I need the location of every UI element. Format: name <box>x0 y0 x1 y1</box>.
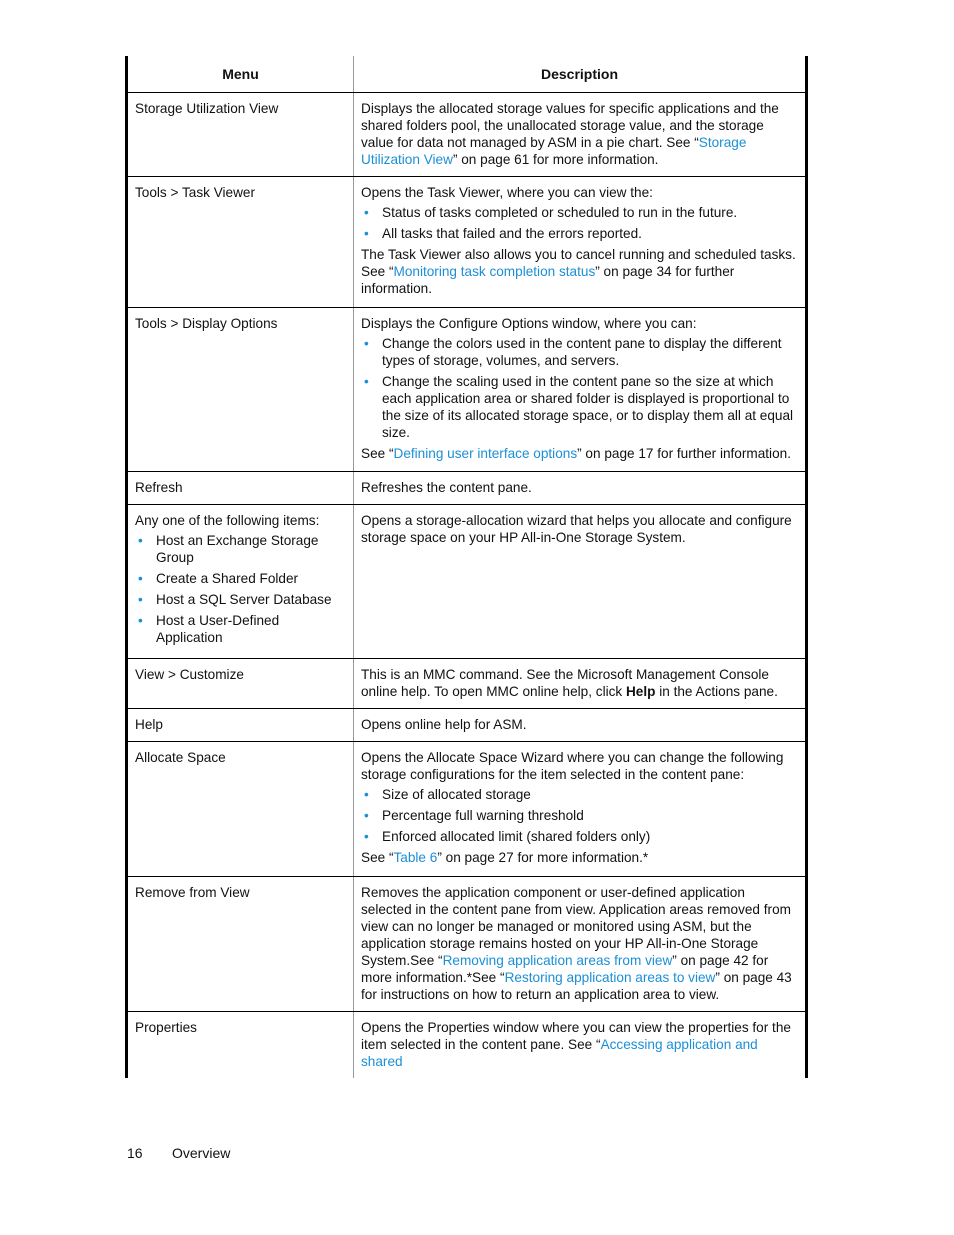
list-item: • Status of tasks completed or scheduled to run in the future. <box>361 204 798 221</box>
menu-cell: Tools > Display Options <box>128 308 354 472</box>
list-item: • Change the colors used in the content pane to display the different types of storage, volumes, and servers. <box>361 335 798 369</box>
menu-cell: Allocate Space <box>128 742 354 877</box>
description-cell <box>354 93 806 177</box>
description-after <box>361 445 798 462</box>
table-header-row <box>128 56 805 93</box>
description-text: This is an MMC command. See the Microsoft Management Console online help. To open MMC online help, click <box>361 667 769 699</box>
description-text: Opens the Properties window where you can view the properties for the item selected in the content pane. See “ <box>361 1020 791 1052</box>
menu-cell: Tools > Task Viewer <box>128 177 354 308</box>
description-bullets <box>361 335 798 441</box>
list-item: • All tasks that failed and the errors reported. <box>361 225 798 242</box>
table-row <box>128 659 805 709</box>
description-after <box>361 849 798 866</box>
page-number: 16 <box>127 1145 143 1161</box>
list-item: • Enforced allocated limit (shared folders only) <box>361 828 798 845</box>
list-item: • Create a Shared Folder <box>135 570 346 587</box>
description-intro: Opens the Task Viewer, where you can view the: <box>361 185 653 200</box>
description-text: ” on page 43 for instructions on how to return an application area to view. <box>361 970 792 1002</box>
description-intro: Opens the Allocate Space Wizard where you can change the following storage configurations for the item selected in the content pane: <box>361 750 784 782</box>
list-item: • Host a SQL Server Database <box>135 591 346 608</box>
description-after <box>361 246 798 297</box>
description-bullets <box>361 204 798 242</box>
description-text: ” on page 17 for further information. <box>577 446 791 461</box>
list-item: • Percentage full warning threshold <box>361 807 798 824</box>
header-menu: Menu <box>128 56 354 93</box>
menu-intro: Any one of the following items: <box>135 513 320 528</box>
menu-cell: Storage Utilization View <box>128 93 354 177</box>
menu-description-table <box>125 56 808 1078</box>
list-item: • Change the scaling used in the content pane so the size at which each application area or shared folder is displayed is proportional to the size of its allocated storage space, or to display them all at equal size. <box>361 373 798 441</box>
table-row <box>128 177 805 308</box>
menu-cell: Properties <box>128 1012 354 1079</box>
header-description: Description <box>354 56 806 93</box>
description-intro: Displays the Configure Options window, where you can: <box>361 316 697 331</box>
description-cell: Refreshes the content pane. <box>354 472 806 505</box>
table-row <box>128 308 805 472</box>
table-row <box>128 93 805 177</box>
help-keyword: Help <box>625 684 656 699</box>
section-name: Overview <box>172 1145 231 1161</box>
menu-cell: View > Customize <box>128 659 354 709</box>
list-item: • Size of allocated storage <box>361 786 798 803</box>
description-cell <box>354 308 806 472</box>
link-table-6[interactable]: Table 6 <box>393 850 438 865</box>
table-row <box>128 505 805 659</box>
menu-cell: Remove from View <box>128 877 354 1012</box>
menu-cell: Refresh <box>128 472 354 505</box>
menu-cell: Help <box>128 709 354 742</box>
description-text: Removes the application component or user-defined application selected in the content pane from view. Application areas removed from view can no longer be managed or monitored using ASM, but the application storage remains hosted on your HP All-in-One Storage System.See “ <box>361 885 791 968</box>
link-accessing-application-and-shared[interactable]: Accessing application and shared <box>361 1037 758 1069</box>
description-cell <box>354 877 806 1012</box>
description-text: See “ <box>361 850 394 865</box>
description-cell <box>354 659 806 709</box>
table-row <box>128 742 805 877</box>
link-monitoring-task-completion-status[interactable]: Monitoring task completion status <box>393 264 596 279</box>
description-bullets <box>361 786 798 845</box>
table-row <box>128 877 805 1012</box>
description-text: ” on page 42 for more information.*See “ <box>361 953 769 985</box>
list-item: • Host a User-Defined Application <box>135 612 346 646</box>
list-item: • Host an Exchange Storage Group <box>135 532 346 566</box>
description-text: The Task Viewer also allows you to cancel running and scheduled tasks. See “ <box>361 247 796 279</box>
menu-bullets <box>135 532 346 646</box>
table-row <box>128 709 805 742</box>
description-text: ” on page 61 for more information. <box>452 152 659 167</box>
description-cell <box>354 177 806 308</box>
table-row <box>128 472 805 505</box>
description-cell: Opens online help for ASM. <box>354 709 806 742</box>
menu-cell <box>128 505 354 659</box>
link-defining-user-interface-options[interactable]: Defining user interface options <box>393 446 578 461</box>
description-text: ” on page 34 for further information. <box>361 264 735 296</box>
description-text: See “ <box>361 446 394 461</box>
link-restoring-application-areas-to-view[interactable]: Restoring application areas to view <box>504 970 716 985</box>
description-text: Displays the allocated storage values for specific applications and the shared folders pool, the unallocated storage value, and the storage value for data not managed by ASM in a pie chart. See “ <box>361 101 779 150</box>
table-row <box>128 1012 805 1079</box>
description-cell: Opens a storage-allocation wizard that helps you allocate and configure storage space on your HP All-in-One Storage System. <box>354 505 806 659</box>
description-text: in the Actions pane. <box>655 684 778 699</box>
link-storage-utilization-view[interactable]: Storage Utilization View <box>361 135 747 167</box>
description-cell <box>354 1012 806 1079</box>
link-removing-application-areas-from-view[interactable]: Removing application areas from view <box>442 953 673 968</box>
description-cell <box>354 742 806 877</box>
page-footer <box>127 1145 230 1161</box>
description-text: ” on page 27 for more information.* <box>437 850 649 865</box>
